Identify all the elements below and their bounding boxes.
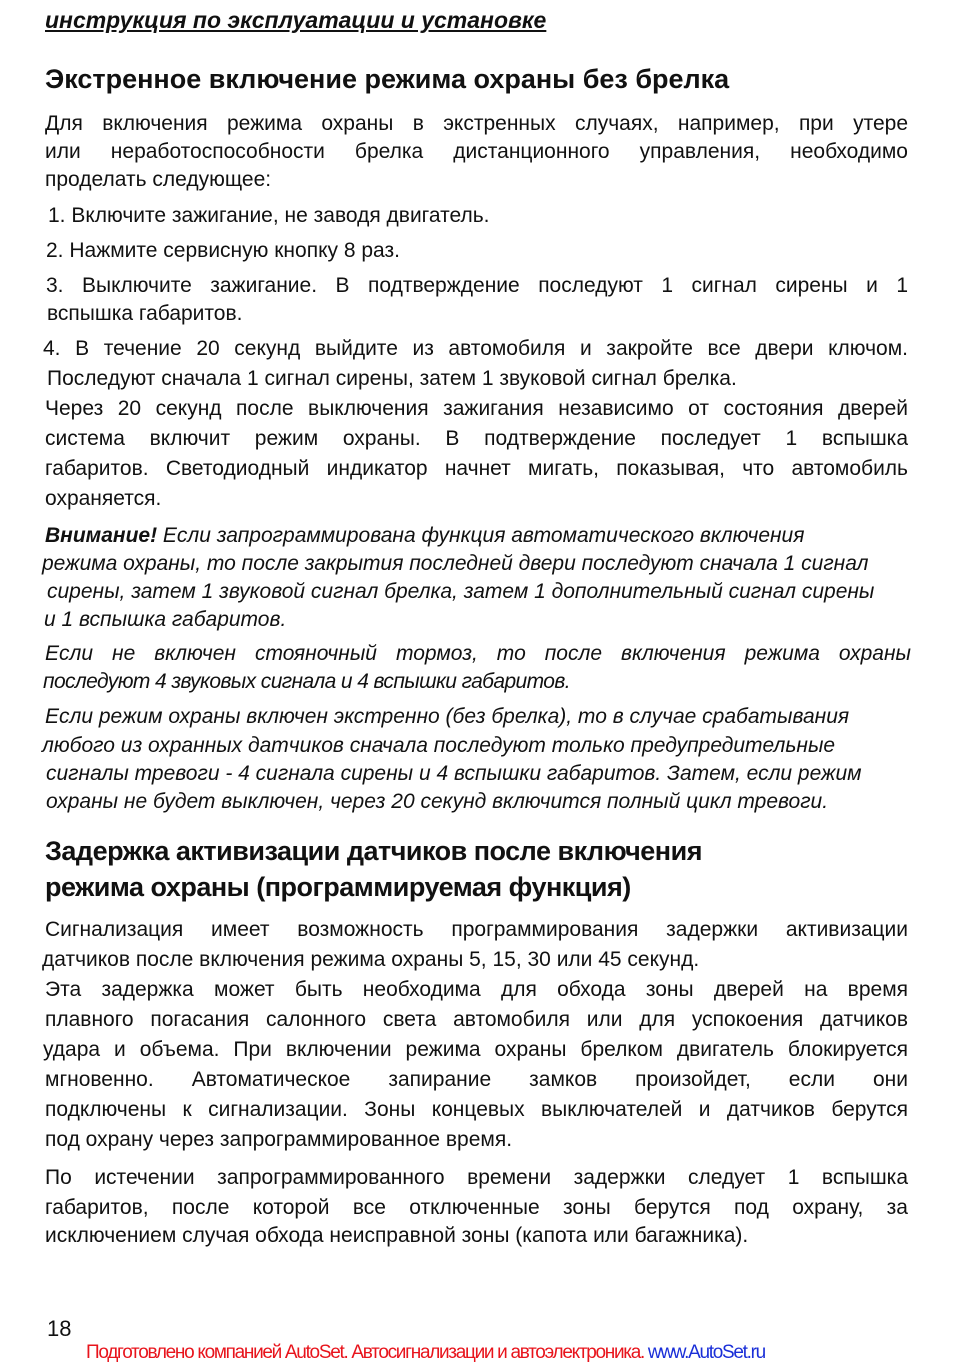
text-line: плавного погасания салонного света автомобиля или для успокоения датчиков (45, 1008, 908, 1031)
footer-link[interactable]: www.AutoSet.ru (647, 1342, 765, 1363)
text-line: мгновенно. Автоматическое запирание замков произойдет, если они (45, 1068, 908, 1091)
text-line: сирены, затем 1 звуковой сигнал брелка, затем 1 дополнительный сигнал сирены (47, 580, 875, 603)
step-item: Последуют сначала 1 сигнал сирены, затем 1 звуковой сигнал брелка. (47, 367, 737, 390)
text-line: По истечении запрограммированного времени задержки следует 1 вспышка (45, 1166, 908, 1189)
step-item: 3. Выключите зажигание. В подтверждение последуют 1 сигнал сирены и 1 (46, 274, 908, 297)
text-line: Эта задержка может быть необходима для обхода зоны дверей на время (45, 978, 908, 1001)
text-line: под охрану через запрограммированное время. (45, 1128, 513, 1151)
text-line: или неработоспособности брелка дистанционного управления, необходимо (45, 140, 908, 163)
text-line: габаритов. Светодиодный индикатор начнет мигать, показывая, что автомобиль (45, 457, 908, 480)
text-line: исключением случая обхода неисправной зоны (капота или багажника). (45, 1224, 749, 1247)
text-line: охраняется. (45, 487, 162, 510)
section-title: режима охраны (программируемая функция) (45, 872, 631, 902)
text-line: подключены к сигнализации. Зоны концевых выключателей и датчиков берутся (45, 1098, 908, 1121)
text-line: удара и объема. При включении режима охраны брелком двигатель блокируется (43, 1038, 908, 1061)
text-line: режима охраны, то после закрытия последней двери последуют сначала 1 сигнал (42, 552, 869, 575)
text-line: Для включения режима охраны в экстренных случаях, например, при утере (45, 112, 908, 135)
footer-credit: Подготовлено компанией AutoSet. Автосигнализации и автоэлектроника. www.AutoSet.ru (86, 1342, 765, 1363)
text-line: охраны не будет выключен, через 20 секунд включится полный цикл тревоги. (46, 790, 829, 813)
attention-note: Внимание! Если запрограммирована функция автоматического включения (45, 524, 805, 547)
text-line: проделать следующее: (45, 168, 272, 191)
step-item: 2. Нажмите сервисную кнопку 8 раз. (46, 239, 400, 262)
text-line: последуют 4 звуковых сигнала и 4 вспышки габаритов. (43, 670, 570, 693)
step-item: 1. Включите зажигание, не заводя двигатель. (48, 204, 490, 227)
text-line: система включит режим охраны. В подтверждение последует 1 вспышка (45, 427, 908, 450)
text-line: габаритов, после которой все отключенные зоны берутся под охрану, за (45, 1196, 908, 1219)
text-line: сигналы тревоги - 4 сигнала сирены и 4 вспышки габаритов. Затем, если режим (46, 762, 862, 785)
page-number: 18 (47, 1316, 72, 1341)
text-line: Через 20 секунд после выключения зажигания независимо от состояния дверей (45, 397, 908, 420)
running-header: инструкция по эксплуатации и установке (45, 7, 547, 33)
text-line: датчиков после включения режима охраны 5, 15, 30 или 45 секунд. (42, 948, 700, 971)
text-line: и 1 вспышка габаритов. (44, 608, 287, 631)
step-item: вспышка габаритов. (47, 302, 243, 325)
text-line: Если режим охраны включен экстренно (без брелка), то в случае срабатывания (45, 705, 850, 728)
step-item: 4. В течение 20 секунд выйдите из автомобиля и закройте все двери ключом. (43, 337, 908, 360)
attention-label: Внимание! (45, 524, 158, 547)
section-title: Задержка активизации датчиков после включения (45, 836, 702, 866)
text-line: Если не включен стояночный тормоз, то после включения режима охраны (45, 642, 911, 665)
text-line: любого из охранных датчиков сначала последуют только предупредительные (42, 734, 836, 757)
section-title: Экстренное включение режима охраны без брелка (45, 64, 730, 94)
text-line: Сигнализация имеет возможность программирования задержки активизации (45, 918, 908, 941)
